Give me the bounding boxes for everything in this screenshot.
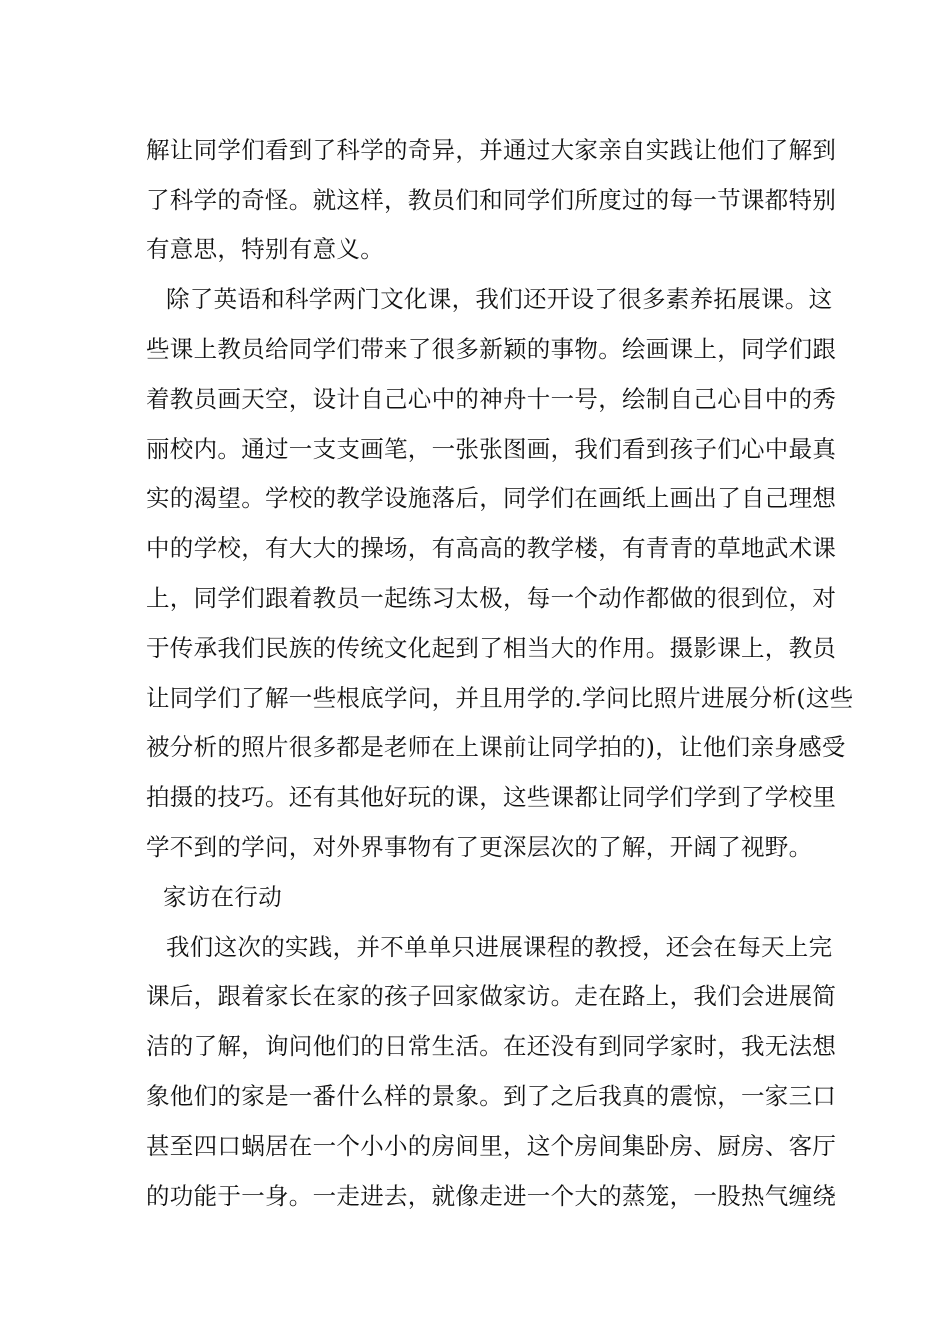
text-line: 拍摄的技巧。还有其他好玩的课，这些课都让同学们学到了学校里 — [146, 783, 837, 811]
text-line: 的功能于一身。一走进去，就像走进一个大的蒸笼，一股热气缠绕 — [146, 1182, 837, 1210]
text-line: 上，同学们跟着教员一起练习太极，每一个动作都做的很到位，对 — [146, 584, 837, 612]
text-line: 丽校内。通过一支支画笔，一张张图画，我们看到孩子们心中最真 — [146, 435, 837, 463]
paragraph-start-line: 我们这次的实践，并不单单只进展课程的教授，还会在每天上完 — [166, 933, 833, 961]
text-line: 中的学校，有大大的操场，有高高的教学楼，有青青的草地武术课 — [146, 534, 837, 562]
text-line: 着教员画天空，设计自己心中的神舟十一号，绘制自己心目中的秀 — [146, 385, 837, 413]
text-line: 让同学们了解一些根底学问，并且用学的.学问比照片进展分析(这些 — [146, 684, 854, 712]
text-line: 有意思，特别有意义。 — [146, 235, 384, 263]
text-line: 课后，跟着家长在家的孩子回家做家访。走在路上，我们会进展简 — [146, 982, 837, 1010]
text-line: 解让同学们看到了科学的奇异，并通过大家亲自实践让他们了解到 — [146, 136, 837, 164]
text-line: 了科学的奇怪。就这样，教员们和同学们所度过的每一节课都特别 — [146, 186, 837, 214]
text-line: 些课上教员给同学们带来了很多新颖的事物。绘画课上，同学们跟 — [146, 335, 837, 363]
text-line: 学不到的学问，对外界事物有了更深层次的了解，开阔了视野。 — [146, 833, 813, 861]
section-heading: 家访在行动 — [163, 883, 282, 911]
text-line: 于传承我们民族的传统文化起到了相当大的作用。摄影课上，教员 — [146, 634, 837, 662]
text-line: 甚至四口蜗居在一个小小的房间里，这个房间集卧房、厨房、客厅 — [146, 1132, 837, 1160]
text-line: 象他们的家是一番什么样的景象。到了之后我真的震惊，一家三口 — [146, 1082, 837, 1110]
text-line: 实的渴望。学校的教学设施落后，同学们在画纸上画出了自己理想 — [146, 484, 837, 512]
text-line: 洁的了解，询问他们的日常生活。在还没有到同学家时，我无法想 — [146, 1032, 837, 1060]
paragraph-start-line: 除了英语和科学两门文化课，我们还开设了很多素养拓展课。这 — [166, 285, 833, 313]
text-line: 被分析的照片很多都是老师在上课前让同学拍的)，让他们亲身感受 — [146, 733, 846, 761]
